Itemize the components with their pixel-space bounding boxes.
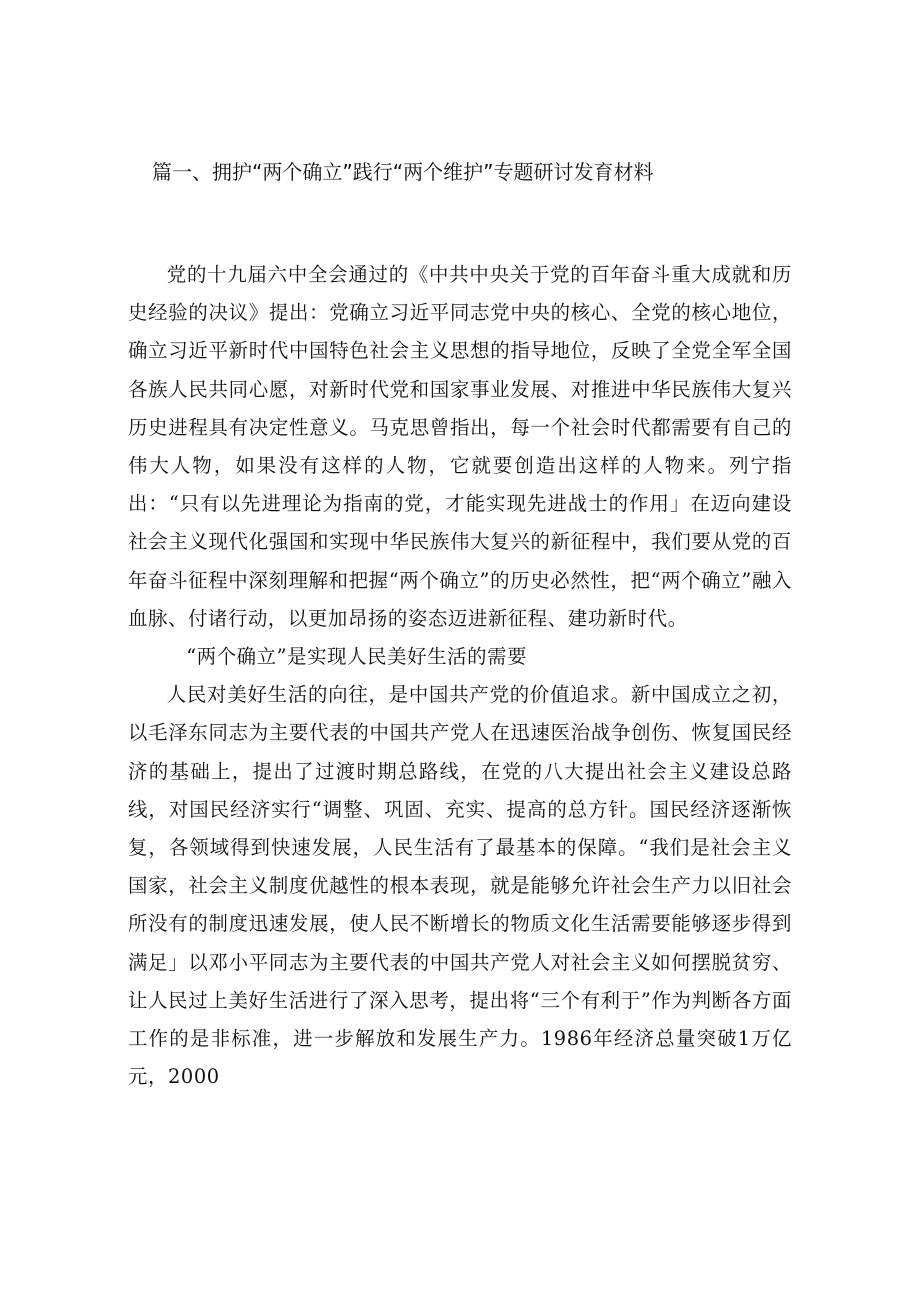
paragraph-people-livelihood: 人民对美好生活的向往，是中国共产党的价值追求。新中国成立之初，以毛泽东同志为主要代表的中国共产党人在迅速医治战争创伤、恢复国民经济的基础上，提出了过渡时期总路线，在党的八大提出社会主义建设总路线，对国民经济实行“调整、巩固、充实、提高的总方针。国民经济逐渐恢复，各领域得到快速发展，人民生活有了最基本的保障。“我们是社会主义国家，社会主义制度优越性的根本表现，就是能够允许社会生产力以旧社会所没有的制度迅速发展，使人民不断增长的物质文化生活需要能够逐步得到满足」以邓小平同志为主要代表的中国共产党人对社会主义如何摆脱贫穷、让人民过上美好生活进行了深入思考，提出将“三个有利于”作为判断各方面工作的是非标准，进一步解放和发展生产力。1986年经济总量突破1万亿元，2000 (128, 683, 792, 1089)
section-subheading: “两个确立”是实现人民美好生活的需要 (186, 645, 528, 669)
document-title: 篇一、拥护“两个确立”践行“两个维护”专题研讨发育材料 (152, 160, 654, 184)
paragraph-intro: 党的十九届六中全会通过的《中共中央关于党的百年奋斗重大成就和历史经验的决议》提出：党确立习近平同志党中央的核心、全党的核心地位，确立习近平新时代中国特色社会主义思想的指导地位，反映了全党全军全国各族人民共同心愿，对新时代党和国家事业发展、对推进中华民族伟大复兴历史进程具有决定性意义。马克思曾指出，每一个社会时代都需要有自己的伟大人物，如果没有这样的人物，它就要创造出这样的人物来。列宁指出：“只有以先进理论为指南的党，才能实现先进战士的作用」在迈向建设社会主义现代化强国和实现中华民族伟大复兴的新征程中，我们要从党的百年奋斗征程中深刻理解和把握“两个确立”的历史必然性，把“两个确立”融入血脉、付诸行动，以更加昂扬的姿态迈进新征程、建功新时代。 (128, 263, 792, 630)
document-body (128, 256, 792, 1096)
